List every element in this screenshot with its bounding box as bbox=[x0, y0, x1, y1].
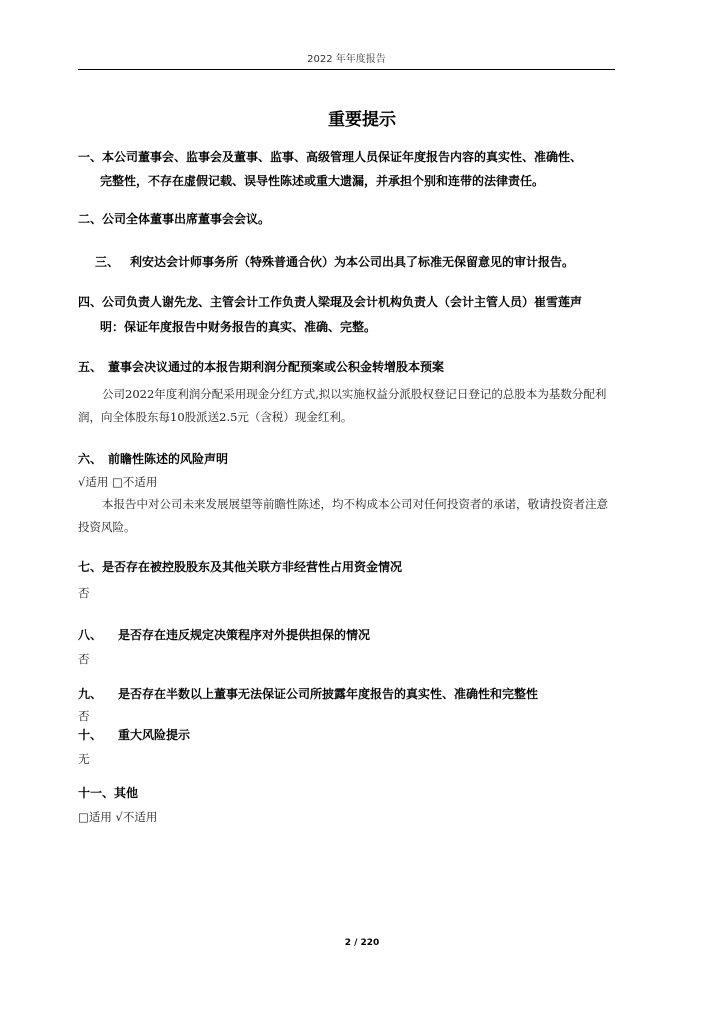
item-7: 七、是否存在被控股股东及其他关联方非经营性占用资金情况 bbox=[78, 560, 403, 574]
page-header: 2022 年年度报告 bbox=[78, 50, 615, 70]
item-4-line-1: 四、公司负责人谢先龙、主管会计工作负责人梁琨及会计机构负责人（会计主管人员）崔雪莲声 bbox=[78, 295, 583, 309]
item-11-checkbox: □适用 √不适用 bbox=[78, 810, 158, 824]
item-3-number: 三、 bbox=[95, 255, 120, 269]
item-8-number: 八、 bbox=[78, 628, 103, 642]
item-9-number: 九、 bbox=[78, 687, 103, 701]
item-5-number: 五、 bbox=[78, 360, 103, 374]
item-8: 是否存在违反规定决策程序对外提供担保的情况 bbox=[118, 628, 371, 642]
item-9: 是否存在半数以上董事无法保证公司所披露年度报告的真实性、准确性和完整性 bbox=[118, 687, 539, 701]
item-1-line-1: 一、本公司董事会、监事会及董事、监事、高级管理人员保证年度报告内容的真实性、准确性、 bbox=[78, 150, 583, 164]
item-3: 利安达会计师事务所（特殊普通合伙）为本公司出具了标准无保留意见的审计报告。 bbox=[130, 255, 575, 269]
item-11: 十一、其他 bbox=[78, 786, 139, 800]
item-7-answer: 否 bbox=[78, 586, 90, 600]
item-5: 董事会决议通过的本报告期利润分配预案或公积金转增股本预案 bbox=[108, 360, 445, 374]
item-8-answer: 否 bbox=[78, 652, 90, 666]
page-title: 重要提示 bbox=[328, 110, 396, 130]
item-1-line-2: 完整性，不存在虚假记载、误导性陈述或重大遗漏，并承担个别和连带的法律责任。 bbox=[100, 174, 545, 188]
item-2: 二、公司全体董事出席董事会会议。 bbox=[78, 212, 271, 226]
item-6: 前瞻性陈述的风险声明 bbox=[108, 452, 229, 466]
item-9-answer: 否 bbox=[78, 709, 90, 723]
item-10-answer: 无 bbox=[78, 752, 90, 766]
item-4-line-2: 明：保证年度报告中财务报告的真实、准确、完整。 bbox=[100, 320, 377, 334]
item-10-number: 十、 bbox=[78, 728, 103, 742]
item-6-body: 本报告中对公司未来发展展望等前瞻性陈述，均不构成本公司对任何投资者的承诺，敬请投资者注意投资风险。 bbox=[78, 497, 608, 534]
item-10: 重大风险提示 bbox=[118, 728, 191, 742]
item-6-number: 六、 bbox=[78, 452, 103, 466]
page-number: 2 / 220 bbox=[344, 938, 380, 948]
item-5-body: 公司2022年度利润分配采用现金分红方式,拟以实施权益分派股权登记日登记的总股本为基数分配利润，向全体股东每10股派送2.5元（含税）现金红利。 bbox=[78, 387, 607, 424]
item-6-checkbox: √适用 □不适用 bbox=[78, 475, 158, 489]
